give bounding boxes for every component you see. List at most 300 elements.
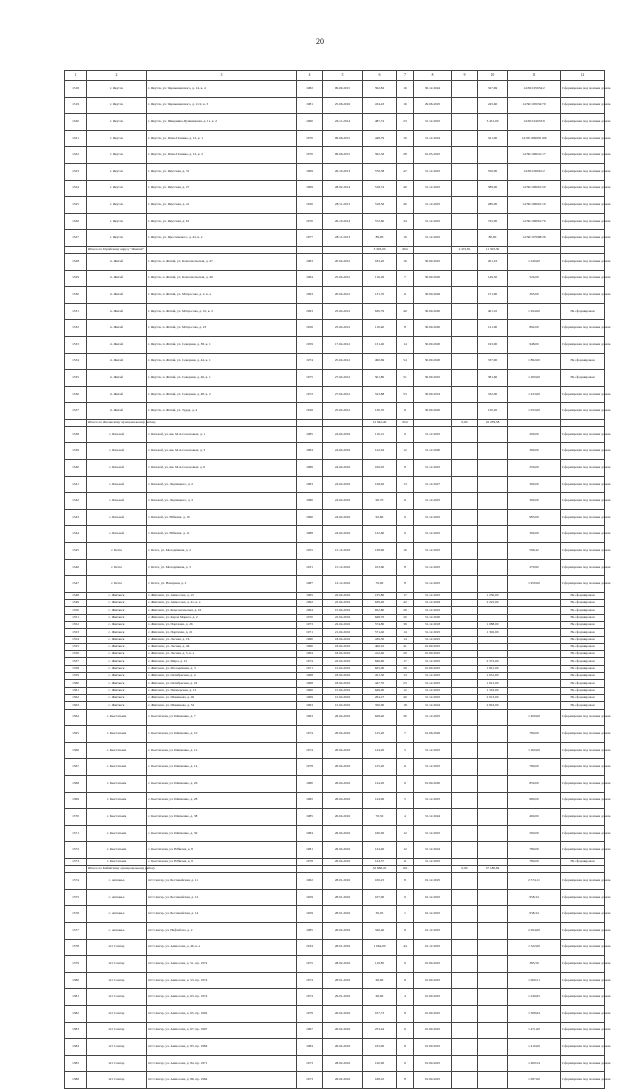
table-cell: с. Аппаньа — [87, 889, 147, 906]
table-cell: пгт Сангар, ул. Бестенейская, д. 11 — [147, 873, 297, 890]
table-row — [65, 759, 605, 776]
table-cell: Сформирован под полным домом — [561, 1039, 605, 1056]
table-cell: с. Кыстатыам — [87, 825, 147, 842]
table-cell: 54 — [397, 353, 414, 370]
table-cell — [478, 858, 508, 865]
table-cell: Сформирован под полным домом — [561, 1072, 605, 1089]
table-cell: 30.09.2020 — [414, 320, 452, 337]
table-cell: 16 239,58 — [478, 419, 508, 426]
table-cell: 745,00 — [478, 213, 508, 230]
table-cell — [297, 866, 323, 873]
table-cell: Сформирован под полным домом — [561, 576, 605, 593]
table-cell — [452, 81, 478, 98]
table-cell: 30.09.2020 — [414, 303, 452, 320]
table-cell: с. Кыстатыам — [87, 775, 147, 792]
table-cell: 34 — [397, 213, 414, 230]
table-cell: 1974 — [297, 658, 323, 665]
table-cell — [452, 403, 478, 420]
table-cell: 24.04.2016 — [323, 460, 363, 477]
table-cell — [452, 922, 478, 939]
table-cell: 1379 — [65, 956, 87, 973]
table-cell: 628,40 — [363, 709, 397, 726]
table-cell: 1990 — [297, 636, 323, 643]
table-row — [65, 403, 605, 420]
table-cell: 1 392,00 — [478, 629, 508, 636]
table-cell: г. Якутск — [87, 81, 147, 98]
table-cell: 1340 — [65, 460, 87, 477]
table-cell: пгт Сангар — [87, 989, 147, 1006]
table-cell: 1986 — [297, 460, 323, 477]
table-cell — [508, 702, 561, 709]
table-cell: 31.12.2025 — [414, 114, 452, 131]
table-cell: 15.04.2016 — [323, 665, 363, 672]
table-cell: с. Жиганск — [87, 600, 147, 607]
table-cell: 1372 — [65, 842, 87, 859]
table-row — [65, 180, 605, 197]
table-cell: 31.12.2024 — [414, 130, 452, 147]
table-cell: 90,70 — [363, 493, 397, 510]
table-cell — [508, 607, 561, 614]
table-cell: с. Бетте — [87, 543, 147, 560]
table-cell: Сформирован под полным домом — [561, 526, 605, 543]
table-cell: Сформирован под полным домом — [561, 873, 605, 890]
table-cell: 32 668,45 — [363, 866, 397, 873]
table-cell — [65, 246, 87, 253]
table-cell: Сформирован под полным домом — [561, 114, 605, 131]
table-cell: 1970 — [297, 147, 323, 164]
table-cell: 1980 — [297, 775, 323, 792]
table-cell: Сформирован под полным домом — [561, 906, 605, 923]
table-cell — [452, 858, 478, 865]
table-row — [65, 809, 605, 826]
table-cell: 1997 — [297, 1022, 323, 1039]
table-cell: Не сформирован — [561, 614, 605, 621]
table-cell: Не сформирован — [561, 680, 605, 687]
table-cell: с. Кыстатыам — [87, 858, 147, 865]
table-cell — [147, 419, 297, 426]
table-cell: 25.04.2012 — [323, 303, 363, 320]
table-cell — [452, 147, 478, 164]
table-row — [65, 636, 605, 643]
table-cell: 1350 — [65, 607, 87, 614]
table-cell: 590,00 — [508, 825, 561, 842]
table-cell: Не сформирован — [561, 353, 605, 370]
table-cell: 01.09.2025 — [414, 956, 452, 973]
table-cell: 89,90 — [363, 230, 397, 247]
table-cell: г. Якутск, ул. Якутская, д. 61 — [147, 213, 297, 230]
table-cell — [452, 775, 478, 792]
table-cell: Сформирован под полным домом — [561, 922, 605, 939]
table-cell — [478, 1072, 508, 1089]
table-cell: 523,88 — [363, 386, 397, 403]
table-row — [65, 230, 605, 247]
table-cell: 3 431,00 — [478, 114, 508, 131]
table-cell — [452, 939, 478, 956]
table-cell — [452, 673, 478, 680]
table-cell — [508, 687, 561, 694]
table-cell: 9 — [397, 956, 414, 973]
table-cell: 639,40 — [363, 600, 397, 607]
table-cell: 652,80 — [363, 607, 397, 614]
table-cell: г. Якутск, ул. Ясны Поляны, д. 12, к. 2 — [147, 147, 297, 164]
table-cell: с. Жиганск, ул. Комсомольская, д. 16 — [147, 607, 297, 614]
table-row — [65, 1039, 605, 1056]
table-row — [65, 476, 605, 493]
table-cell: Не сформирован — [561, 622, 605, 629]
table-cell — [478, 956, 508, 973]
table-cell: с. Жиганск — [87, 673, 147, 680]
table-cell: 149,50 — [478, 270, 508, 287]
table-cell: 1334 — [65, 353, 87, 370]
table-cell — [452, 253, 478, 270]
table-cell: 1983 — [297, 476, 323, 493]
table-cell — [561, 419, 605, 426]
table-cell: с. Жиганск — [87, 622, 147, 629]
table-cell — [323, 246, 363, 253]
table-cell: 29 — [397, 651, 414, 658]
table-cell: с. Бясьхой, ул. им. М.А.Соколовых, д. 3 — [147, 443, 297, 460]
table-cell: 1964 — [297, 270, 323, 287]
table-cell: с. Аппаньа — [87, 906, 147, 923]
table-cell: 1971 — [297, 665, 323, 672]
table-cell — [452, 614, 478, 621]
table-cell — [452, 842, 478, 859]
table-cell — [452, 114, 478, 131]
table-cell: 1956 — [297, 320, 323, 337]
table-cell: 28.02.2014 — [323, 180, 363, 197]
table-cell: с. Бясьхой, ул. Юбилея, д. 11 — [147, 526, 297, 543]
table-cell: 300,00 — [508, 476, 561, 493]
table-cell: Сформирован под полным домом — [561, 230, 605, 247]
table-cell: 31.12.2025 — [414, 694, 452, 701]
table-cell: 2 843,00 — [478, 702, 508, 709]
table-cell — [478, 972, 508, 989]
table-cell: 18.04.2016 — [323, 636, 363, 643]
table-cell: 31.12.2025 — [414, 636, 452, 643]
table-cell: Не сформирован — [561, 665, 605, 672]
table-cell: 5 — [397, 792, 414, 809]
table-cell: 1355 — [65, 643, 87, 650]
table-cell: 401,10 — [478, 303, 508, 320]
table-cell: 80,00 — [478, 230, 508, 247]
table-cell — [478, 889, 508, 906]
table-cell: с. Кыстатыам, ул. Шевченко, д. 12 — [147, 742, 297, 759]
table-cell: с. Кыстатыам, ул. Юбилея, д. 8 — [147, 842, 297, 859]
table-row — [65, 213, 605, 230]
table-cell: 12 — [397, 443, 414, 460]
table-cell — [478, 147, 508, 164]
table-row — [65, 81, 605, 98]
table-cell: 6 — [397, 1022, 414, 1039]
table-cell: п. Жатай — [87, 253, 147, 270]
table-row — [65, 889, 605, 906]
table-cell: с. Кыстатыам, ул. Шевченко, д. 28 — [147, 792, 297, 809]
column-header: 2 — [87, 71, 147, 81]
table-cell: 556,00 — [478, 163, 508, 180]
table-cell: 1 033,00 — [508, 403, 561, 420]
table-cell: 28.01.2016 — [323, 873, 363, 890]
table-cell: 92,80 — [363, 509, 397, 526]
table-cell: 26.11.2014 — [323, 114, 363, 131]
table-cell — [478, 842, 508, 859]
table-cell: 128,62 — [363, 476, 397, 493]
table-row — [65, 651, 605, 658]
table-cell: с. Жиганск, ул. Октябрьская, д. 19 — [147, 680, 297, 687]
table-cell: 3 393,00 — [363, 246, 397, 253]
table-row — [65, 906, 605, 923]
table-cell: 1374 — [65, 873, 87, 890]
table-cell — [452, 972, 478, 989]
table-cell: 14:36:105034:2 — [508, 81, 561, 98]
table-cell — [478, 636, 508, 643]
table-cell: с. Жиганск, ул. Шаманова, д. 40 — [147, 694, 297, 701]
table-cell: г. Якутск, ул. Якутская, д. 41 — [147, 197, 297, 214]
table-cell: 01.06.2026 — [414, 726, 452, 743]
table-cell: 30.09.2020 — [414, 353, 452, 370]
table-cell — [478, 759, 508, 776]
table-cell: 1969 — [297, 180, 323, 197]
table-cell: с. Жиганск, ул. Мира, д. 21 — [147, 658, 297, 665]
table-cell: 1378 — [65, 939, 87, 956]
subtotal-row — [65, 866, 605, 873]
column-header: 12 — [561, 71, 605, 81]
table-cell: 892,00 — [508, 320, 561, 337]
table-cell: Сформирован под полным домом — [561, 147, 605, 164]
table-cell: 76,50 — [363, 809, 397, 826]
table-cell: пгт Сангар, ул. Аммосова, д. 83, пр. 1984 — [147, 1039, 297, 1056]
table-cell: 30.09.2026 — [414, 287, 452, 304]
table-cell: 1930 — [297, 197, 323, 214]
table-cell: 7 — [397, 726, 414, 743]
table-cell: г. Якутск, п. Жатай, ул. Северная, д. 46, к. 1 — [147, 370, 297, 387]
table-cell — [452, 629, 478, 636]
table-cell: 571,40 — [363, 629, 397, 636]
table-cell: 8 — [397, 972, 414, 989]
table-cell: 649,00 — [363, 687, 397, 694]
table-cell — [452, 759, 478, 776]
table-cell: 1332 — [65, 320, 87, 337]
table-cell: Сформирован под полным домом — [561, 476, 605, 493]
table-cell — [65, 419, 87, 426]
table-cell: 1969 — [297, 163, 323, 180]
table-cell: с. Жиганск — [87, 592, 147, 599]
table-cell — [452, 493, 478, 510]
table-cell: с. Жиганск, ул. Аммосова, д. 15 — [147, 592, 297, 599]
table-cell: Не сформирован — [561, 673, 605, 680]
table-cell: 193,00 — [478, 336, 508, 353]
table-cell: 30.09.2020 — [414, 403, 452, 420]
table-cell: 100,25 — [363, 873, 397, 890]
table-cell: 1993 — [297, 709, 323, 726]
table-cell: 8 — [397, 1005, 414, 1022]
table-cell: 41 — [397, 643, 414, 650]
table-cell: 1383 — [65, 1022, 87, 1039]
table-cell: 1 950,00 — [508, 576, 561, 593]
table-cell: 15.04.2016 — [323, 694, 363, 701]
table-cell — [452, 889, 478, 906]
table-cell: 13 — [397, 673, 414, 680]
table-cell: 20.04.2012 — [323, 253, 363, 270]
table-cell: Сформирован под полным домом — [561, 509, 605, 526]
table-cell: 326,40 — [363, 922, 397, 939]
table-cell: 4 — [397, 809, 414, 826]
table-cell: 01.12.2025 — [414, 889, 452, 906]
table-cell: 31.12.2025 — [414, 460, 452, 477]
table-cell — [452, 607, 478, 614]
table-cell: с. Бетте, ул. Напарная, д. 2 — [147, 576, 297, 593]
table-cell: 14:36:106041:17 — [508, 147, 561, 164]
table-cell — [478, 825, 508, 842]
table-cell: 66,60 — [363, 989, 397, 1006]
table-cell: 1384 — [65, 1039, 87, 1056]
table-cell: Сформирован под полным домом — [561, 759, 605, 776]
table-cell: с. Кыстатыам — [87, 809, 147, 826]
table-cell: 20 — [397, 614, 414, 621]
table-cell: 22.04.2016 — [323, 600, 363, 607]
table-cell: 13 — [397, 476, 414, 493]
table-cell: 25.04.2012 — [323, 403, 363, 420]
table-cell: Не сформирован — [561, 658, 605, 665]
table-cell: 1377 — [65, 922, 87, 939]
table-cell: 27.04.2012 — [323, 386, 363, 403]
table-cell: 01.09.2025 — [414, 665, 452, 672]
table-cell: 17 — [397, 592, 414, 599]
table-cell: 12.12.2016 — [323, 576, 363, 593]
table-cell: пгт Сангар — [87, 972, 147, 989]
table-cell: 1357 — [65, 658, 87, 665]
table-cell: 37 186,84 — [478, 866, 508, 873]
table-cell: 1373 — [65, 858, 87, 865]
table-cell: 1369 — [65, 792, 87, 809]
table-cell: 948,00 — [508, 336, 561, 353]
table-cell: 451,30 — [363, 673, 397, 680]
table-row — [65, 709, 605, 726]
table-row — [65, 665, 605, 672]
table-cell: с. Жиганск — [87, 702, 147, 709]
table-cell: 24.04.2016 — [323, 443, 363, 460]
table-row — [65, 320, 605, 337]
table-cell: п. Жатай — [87, 386, 147, 403]
table-cell: 18.04.2016 — [323, 680, 363, 687]
table-cell: 1936 — [297, 403, 323, 420]
column-header: 4 — [297, 71, 323, 81]
table-cell: 1975 — [297, 370, 323, 387]
table-cell: 26.04.2016 — [323, 792, 363, 809]
table-cell: г. Якутск — [87, 114, 147, 131]
table-cell: Сформирован под полным домом — [561, 939, 605, 956]
table-cell: 119,40 — [363, 320, 397, 337]
table-row — [65, 592, 605, 599]
table-cell: 1336 — [65, 386, 87, 403]
table-cell: 1 006,51 — [508, 972, 561, 989]
column-header: 5 — [323, 71, 363, 81]
table-cell: с. Жиганск, ул. Октябрьская, д. 4 — [147, 673, 297, 680]
table-row — [65, 336, 605, 353]
table-cell: 321,00 — [478, 130, 508, 147]
table-cell: 2 225,00 — [478, 600, 508, 607]
table-cell: с. Бетте, ул. Молодёжная, д. 3 — [147, 559, 297, 576]
table-cell: 25.04.2012 — [323, 353, 363, 370]
table-cell: с. Аппаньа — [87, 873, 147, 890]
table-cell — [452, 426, 478, 443]
table-cell: 28.01.2016 — [323, 972, 363, 989]
table-cell — [452, 576, 478, 593]
table-cell: 30.09.2020 — [414, 270, 452, 287]
table-cell: г. Якутск, п. Жатай, ул. Комсомольская, д. 49 — [147, 270, 297, 287]
column-header: 10 — [478, 71, 508, 81]
table-cell: 01.12.2025 — [414, 939, 452, 956]
table-cell: 76,90 — [363, 576, 397, 593]
table-cell: 01.12.2025 — [414, 922, 452, 939]
table-cell: 66,60 — [363, 972, 397, 989]
table-cell: с. Кыстатыам, ул. Шевченко, д. 30 — [147, 825, 297, 842]
table-cell — [478, 651, 508, 658]
table-cell: 1984 — [297, 1039, 323, 1056]
table-cell — [452, 665, 478, 672]
table-cell: 28 — [397, 147, 414, 164]
table-cell — [452, 460, 478, 477]
table-cell: 2 372,00 — [478, 658, 508, 665]
table-cell — [508, 614, 561, 621]
table-cell: 155,80 — [363, 592, 397, 599]
table-cell: 1992 — [297, 600, 323, 607]
table-cell: 19 — [397, 230, 414, 247]
table-cell: Сформирован под полным домом — [561, 180, 605, 197]
table-cell: 337,00 — [478, 353, 508, 370]
table-cell: 25.04.2012 — [323, 270, 363, 287]
table-cell: 40 — [397, 694, 414, 701]
table-cell: 1982 — [297, 792, 323, 809]
table-cell: 150,20 — [478, 403, 508, 420]
table-cell: 1 433,00 — [508, 386, 561, 403]
table-row — [65, 303, 605, 320]
table-cell: 460,00 — [508, 809, 561, 826]
table-cell — [478, 792, 508, 809]
table-cell — [452, 989, 478, 1006]
table-cell: с. Кыстатыам — [87, 742, 147, 759]
table-cell: с. Бясьхой — [87, 460, 147, 477]
table-cell: 572,60 — [363, 213, 397, 230]
table-cell: Не сформирован — [561, 687, 605, 694]
table-cell: г. Якутск, ул. Ясны Поляны, д. 12, к. 1 — [147, 130, 297, 147]
table-cell — [478, 1039, 508, 1056]
table-cell: 163,00 — [363, 1039, 397, 1056]
table-cell: 01.09.2025 — [414, 1005, 452, 1022]
table-cell: 09.06.2015 — [323, 130, 363, 147]
table-cell: 26.02.2016 — [323, 922, 363, 939]
table-cell: г. Якутск — [87, 197, 147, 214]
table-cell: 1 088,00 — [478, 622, 508, 629]
table-cell: 01.09.2025 — [414, 643, 452, 650]
table-cell: 1370 — [65, 809, 87, 826]
table-cell: 1985 — [297, 426, 323, 443]
table-cell: с. Жиганск — [87, 614, 147, 621]
table-cell: пгт Сангар, ул. Аммосова, д. 86, пр. 1964 — [147, 1072, 297, 1089]
table-cell: с. Кыстатыам, ул. Шевченко, д. 14 — [147, 759, 297, 776]
table-cell: 26.04.2016 — [323, 742, 363, 759]
table-cell: 31.12.2025 — [414, 658, 452, 665]
table-cell — [478, 922, 508, 939]
table-cell: 22.04.2016 — [323, 658, 363, 665]
table-cell — [508, 665, 561, 672]
table-cell: 01.09.2025 — [414, 989, 452, 1006]
table-cell: 1993 — [297, 303, 323, 320]
table-cell — [478, 493, 508, 510]
table-cell: 1366 — [65, 742, 87, 759]
table-row — [65, 1072, 605, 1089]
table-cell — [508, 866, 561, 873]
table-row — [65, 607, 605, 614]
